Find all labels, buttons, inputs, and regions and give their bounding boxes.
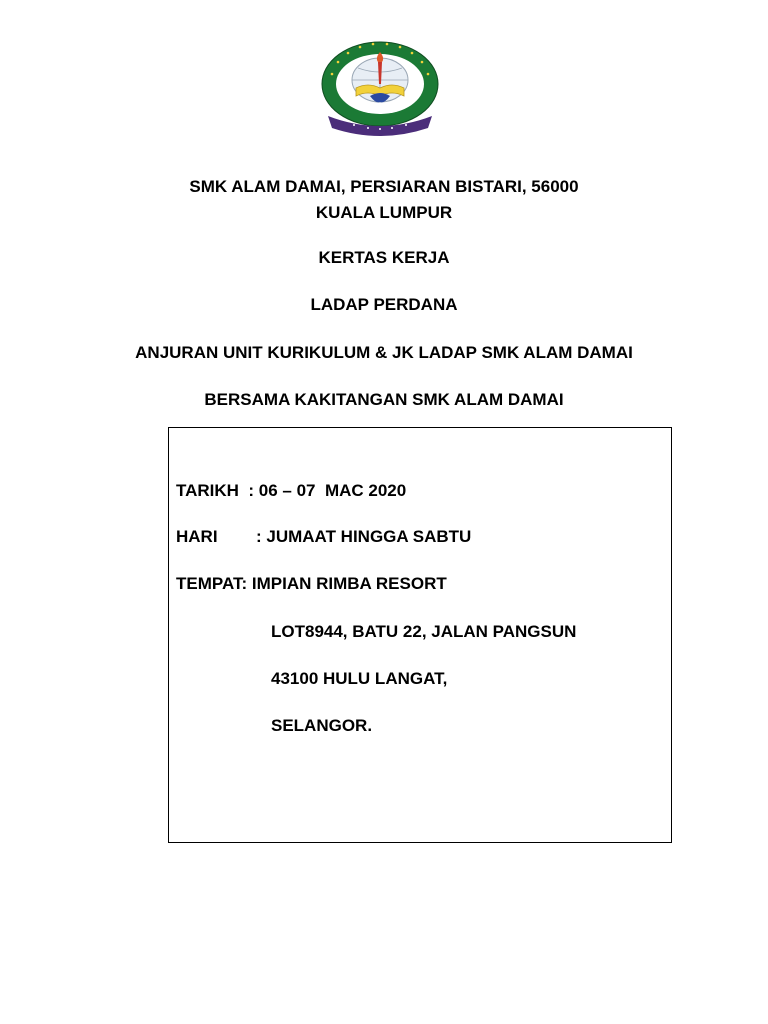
date-value: 06 – 07 MAC 2020 — [258, 481, 407, 500]
venue-value: IMPIAN RIMBA RESORT — [251, 574, 447, 593]
venue-address-line2: 43100 HULU LANGAT, — [271, 669, 448, 688]
venue-address-line3: SELANGOR. — [271, 716, 373, 735]
date-row — [176, 480, 406, 502]
event-details-box — [168, 427, 672, 843]
school-address-line2: KUALA LUMPUR — [315, 203, 453, 222]
participants: BERSAMA KAKITANGAN SMK ALAM DAMAI — [204, 390, 564, 409]
venue-label: TEMPAT: — [176, 574, 252, 593]
venue-address-line1: LOT8944, BATU 22, JALAN PANGSUN — [271, 622, 577, 641]
venue-row — [176, 573, 447, 595]
event-name: LADAP PERDANA — [310, 295, 458, 314]
day-value: : JUMAAT HINGGA SABTU — [256, 527, 472, 546]
school-crest-logo — [318, 40, 442, 136]
document-type: KERTAS KERJA — [318, 248, 450, 267]
day-row — [176, 526, 471, 548]
school-address-line1: SMK ALAM DAMAI, PERSIARAN BISTARI, 56000 — [189, 177, 579, 196]
date-label: TARIKH : — [176, 481, 259, 500]
day-label: HARI — [176, 527, 218, 546]
organizer: ANJURAN UNIT KURIKULUM & JK LADAP SMK ALAM DAMAI — [135, 343, 633, 362]
